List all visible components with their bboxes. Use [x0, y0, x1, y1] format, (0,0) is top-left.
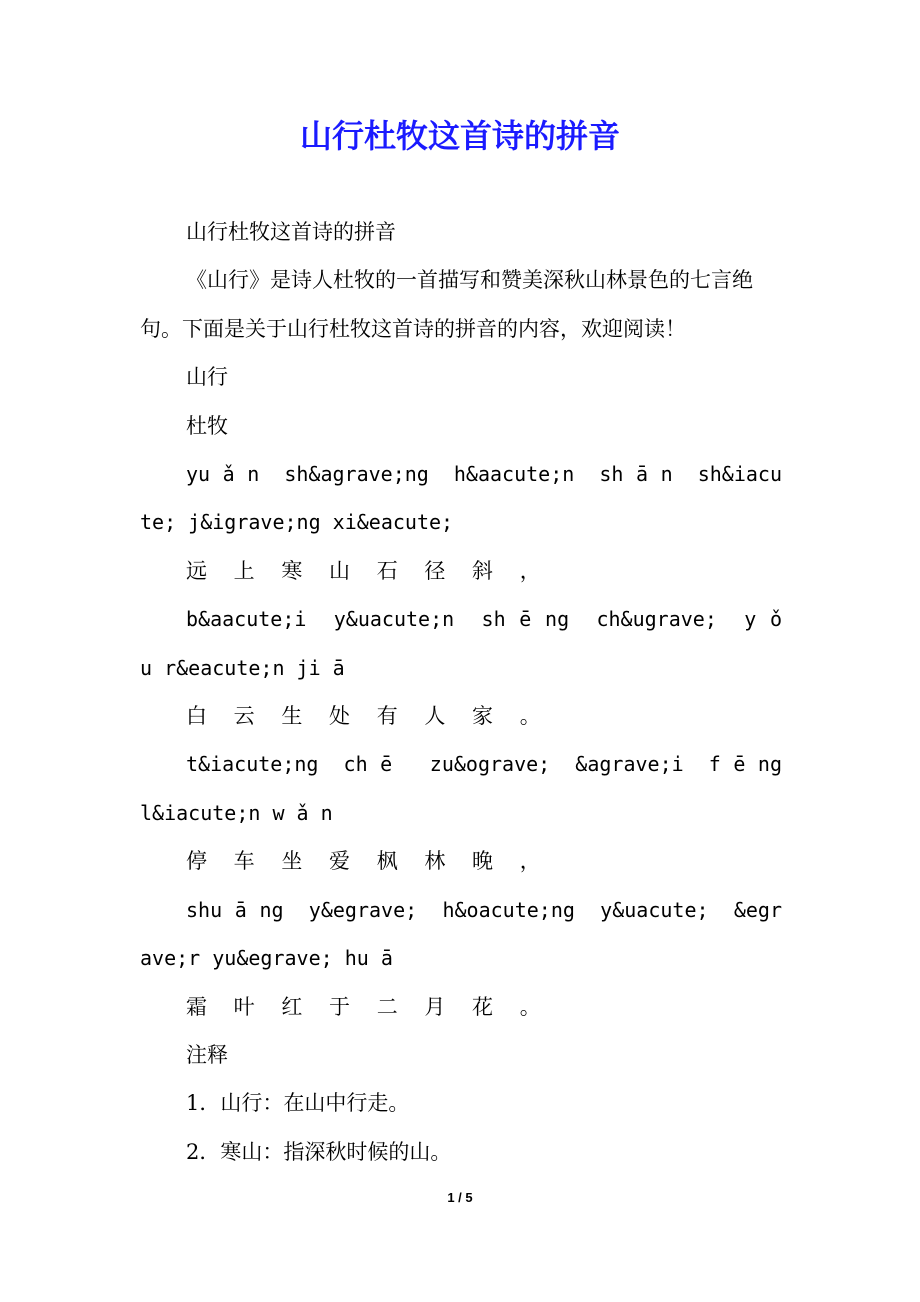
pinyin-line-1: yu ǎ n sh&agrave;ng h&aacute;n sh ā n sh&iacute; j&igrave;ng xi&eacute; — [140, 462, 782, 535]
paragraph-intro: 《山行》是诗人杜牧的一首描写和赞美深秋山林景色的七言绝句。下面是关于山行杜牧这首诗的拼音的内容，欢迎阅读！ — [140, 268, 753, 341]
document-title: 山行杜牧这首诗的拼音 — [299, 117, 620, 155]
poem-line-3: 停 车 坐 爱 枫 林 晚 ， — [186, 849, 551, 874]
note-item: 1．山行：在山中行走。 — [186, 1091, 410, 1116]
pinyin-line-2: b&aacute;i y&uacute;n sh ē ng ch&ugrave; y ǒ u r&eacute;n ji ā — [140, 607, 795, 680]
document-body — [140, 208, 795, 1176]
page-indicator: 1 / 5 — [447, 1190, 473, 1205]
note-item: 2．寒山：指深秋时候的山。 — [186, 1139, 452, 1164]
notes-heading: 注释 — [186, 1042, 228, 1067]
pinyin-line-4: shu ā ng y&egrave; h&oacute;ng y&uacute; &egrave;r yu&egrave; hu ā — [140, 897, 782, 971]
poem-author: 杜牧 — [186, 413, 228, 438]
poem-line-4: 霜 叶 红 于 二 月 花 。 — [186, 994, 551, 1019]
poem-line-2: 白 云 生 处 有 人 家 。 — [186, 704, 551, 729]
poem-line-1: 远 上 寒 山 石 径 斜 ， — [186, 558, 551, 583]
paragraph-heading: 山行杜牧这首诗的拼音 — [186, 220, 396, 244]
pinyin-line-3: t&iacute;ng ch ē zu&ograve; &agrave;i f ē ng l&iacute;n w ǎ n — [140, 752, 795, 825]
poem-title: 山行 — [186, 365, 228, 390]
